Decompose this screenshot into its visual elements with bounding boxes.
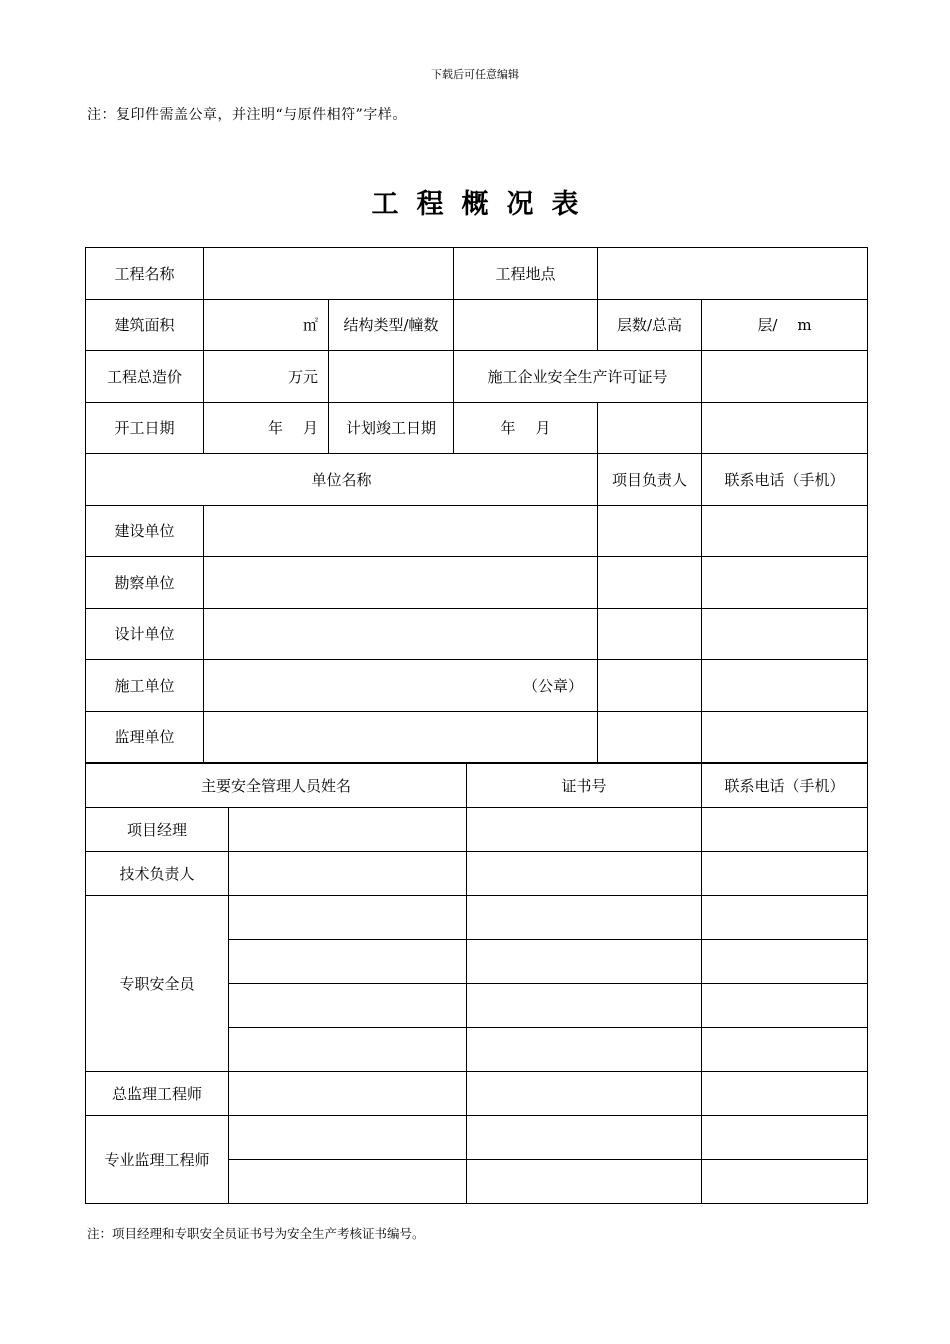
- table-row: [86, 299, 868, 351]
- total-cost-label: 工程总造价: [86, 351, 204, 403]
- name-field[interactable]: [229, 1028, 467, 1072]
- project-leader-header: 项目负责人: [598, 454, 702, 506]
- leader-field[interactable]: [598, 557, 702, 609]
- certificate-field[interactable]: [467, 1116, 702, 1160]
- project-location-label: 工程地点: [454, 248, 598, 300]
- unit-name-field[interactable]: [204, 711, 598, 763]
- table-row: [86, 660, 868, 712]
- phone-field[interactable]: [702, 940, 868, 984]
- leader-field[interactable]: [598, 660, 702, 712]
- safety-personnel-table: [85, 763, 868, 1204]
- start-date-field[interactable]: [204, 402, 329, 454]
- planned-completion-field[interactable]: [454, 402, 598, 454]
- phone-field[interactable]: [702, 852, 868, 896]
- certificate-field[interactable]: [467, 852, 702, 896]
- project-name-label: 工程名称: [86, 248, 204, 300]
- month-unit: 月: [535, 419, 551, 438]
- project-name-field[interactable]: [204, 248, 454, 300]
- unit-name-field[interactable]: [204, 505, 598, 557]
- table-row: [86, 557, 868, 609]
- table-row: [86, 402, 868, 454]
- personnel-name-header: 主要安全管理人员姓名: [86, 764, 467, 808]
- page-title: 工程概况表: [371, 189, 597, 220]
- area-unit: ㎡: [302, 316, 318, 335]
- certificate-field[interactable]: [467, 1072, 702, 1116]
- floors-unit: 层/: [757, 316, 778, 335]
- name-field[interactable]: [229, 940, 467, 984]
- leader-field[interactable]: [598, 711, 702, 763]
- certificate-field[interactable]: [467, 1028, 702, 1072]
- floors-height-label: 层数/总高: [598, 299, 702, 351]
- unit-name-field[interactable]: [204, 557, 598, 609]
- leader-field[interactable]: [598, 505, 702, 557]
- contact-phone-header: 联系电话（手机）: [702, 764, 868, 808]
- copy-note: 注：复印件需盖公章，并注明“与原件相符”字样。: [87, 107, 407, 123]
- building-area-label: 建筑面积: [86, 299, 204, 351]
- unit-name-field[interactable]: [204, 608, 598, 660]
- table-row: [86, 808, 868, 852]
- phone-field[interactable]: [702, 896, 868, 940]
- structure-type-label: 结构类型/幢数: [329, 299, 454, 351]
- project-overview-table: [85, 247, 868, 763]
- name-field[interactable]: [229, 984, 467, 1028]
- name-field[interactable]: [229, 852, 467, 896]
- cost-unit: 万元: [287, 367, 318, 386]
- certificate-field[interactable]: [467, 940, 702, 984]
- certificate-field[interactable]: [467, 896, 702, 940]
- project-manager-label: 项目经理: [86, 808, 229, 852]
- safety-officer-label: 专职安全员: [86, 896, 229, 1072]
- blank-cell[interactable]: [702, 402, 868, 454]
- safety-license-label: 施工企业安全生产许可证号: [454, 351, 702, 403]
- building-area-field[interactable]: [204, 299, 329, 351]
- phone-field[interactable]: [702, 1072, 868, 1116]
- name-field[interactable]: [229, 1072, 467, 1116]
- contact-phone-header: 联系电话（手机）: [702, 454, 868, 506]
- phone-field[interactable]: [702, 711, 868, 763]
- technical-leader-label: 技术负责人: [86, 852, 229, 896]
- table-row: [86, 454, 868, 506]
- specialist-supervisor-label: 专业监理工程师: [86, 1116, 229, 1204]
- name-field[interactable]: [229, 808, 467, 852]
- unit-name-header: 单位名称: [86, 454, 598, 506]
- table-row: [86, 896, 868, 940]
- blank-cell[interactable]: [598, 402, 702, 454]
- seal-text: （公章）: [522, 676, 583, 695]
- phone-field[interactable]: [702, 557, 868, 609]
- structure-type-field[interactable]: [454, 299, 598, 351]
- certificate-field[interactable]: [467, 1160, 702, 1204]
- phone-field[interactable]: [702, 1028, 868, 1072]
- start-date-label: 开工日期: [86, 402, 204, 454]
- table-row: [86, 351, 868, 403]
- project-location-field[interactable]: [598, 248, 868, 300]
- safety-license-field[interactable]: [702, 351, 868, 403]
- table-row: [86, 1116, 868, 1160]
- phone-field[interactable]: [702, 505, 868, 557]
- phone-field[interactable]: [702, 608, 868, 660]
- contractor-unit-label: 施工单位: [86, 660, 204, 712]
- height-unit: m: [797, 316, 812, 335]
- page-header: 下载后可任意编辑: [431, 68, 519, 81]
- table-row: [86, 852, 868, 896]
- name-field[interactable]: [229, 1116, 467, 1160]
- name-field[interactable]: [229, 896, 467, 940]
- table-row: [86, 608, 868, 660]
- floors-height-field[interactable]: [702, 299, 868, 351]
- total-cost-field[interactable]: [204, 351, 329, 403]
- table-row: [86, 248, 868, 300]
- certificate-field[interactable]: [467, 808, 702, 852]
- design-unit-label: 设计单位: [86, 608, 204, 660]
- table-row: [86, 711, 868, 763]
- planned-completion-label: 计划竣工日期: [329, 402, 454, 454]
- table-row: [86, 764, 868, 808]
- certificate-field[interactable]: [467, 984, 702, 1028]
- supervision-unit-label: 监理单位: [86, 711, 204, 763]
- year-unit: 年: [500, 419, 516, 438]
- phone-field[interactable]: [702, 808, 868, 852]
- table-row: [86, 505, 868, 557]
- phone-field[interactable]: [702, 1116, 868, 1160]
- unit-name-field[interactable]: [204, 660, 598, 712]
- total-cost-extra-field[interactable]: [329, 351, 454, 403]
- phone-field[interactable]: [702, 1160, 868, 1204]
- phone-field[interactable]: [702, 984, 868, 1028]
- year-unit: 年: [267, 419, 283, 438]
- certificate-no-header: 证书号: [467, 764, 702, 808]
- table-row: [86, 1072, 868, 1116]
- chief-supervisor-label: 总监理工程师: [86, 1072, 229, 1116]
- survey-unit-label: 勘察单位: [86, 557, 204, 609]
- certificate-note: 注：项目经理和专职安全员证书号为安全生产考核证书编号。: [87, 1226, 425, 1241]
- phone-field[interactable]: [702, 660, 868, 712]
- construction-unit-label: 建设单位: [86, 505, 204, 557]
- month-unit: 月: [302, 419, 318, 438]
- leader-field[interactable]: [598, 608, 702, 660]
- name-field[interactable]: [229, 1160, 467, 1204]
